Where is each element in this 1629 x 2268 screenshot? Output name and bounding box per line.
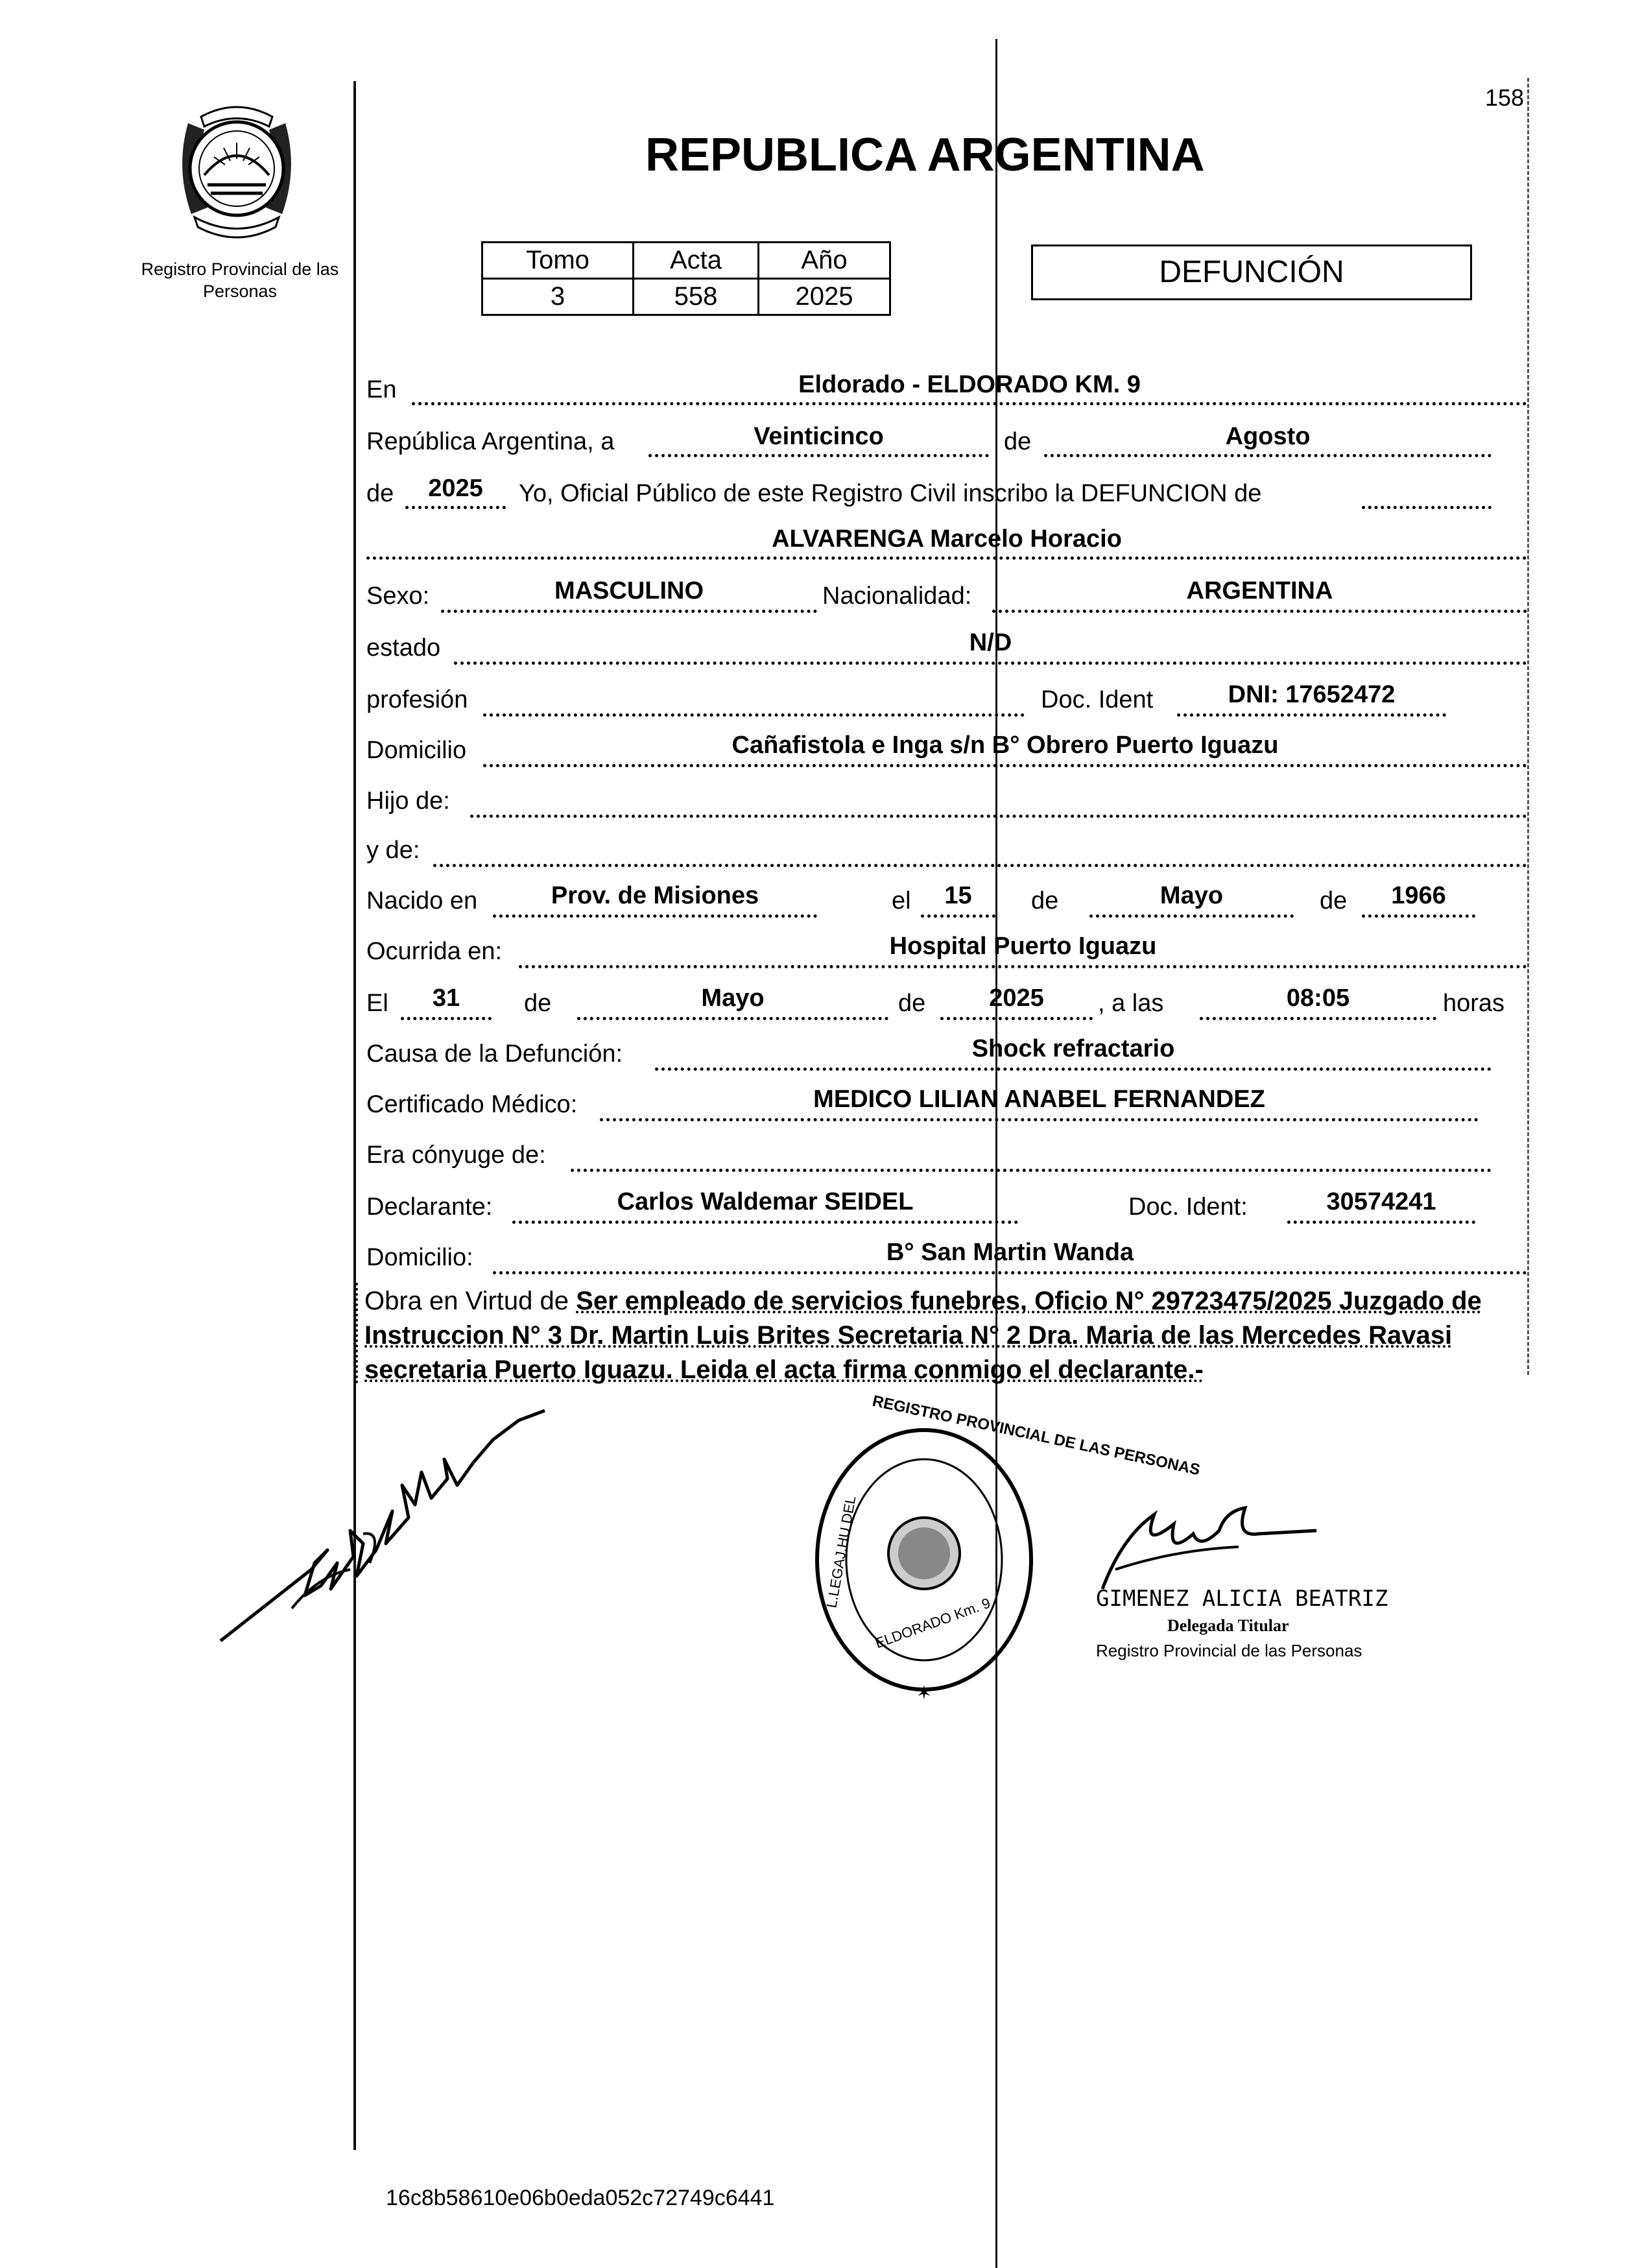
birth-month-value: Mayo: [1159, 882, 1224, 909]
label-sexo: Sexo:: [366, 582, 430, 610]
acta-value: 558: [634, 279, 759, 315]
province-seal: [162, 97, 311, 246]
nationality-value: ARGENTINA: [1186, 577, 1333, 604]
birth-day-value: 15: [944, 882, 972, 909]
label-doc-ident: Doc. Ident: [1041, 686, 1154, 713]
record-type-box: DEFUNCIÓN: [1031, 245, 1472, 300]
label-obra: Obra en Virtud de: [364, 1287, 569, 1315]
address-value: Cañafistola e Inga s/n B° Obrero Puerto Iguazu: [731, 732, 1279, 759]
tomo-header: Tomo: [482, 243, 634, 279]
place-value: Eldorado - ELDORADO KM. 9: [798, 371, 1141, 398]
label-de-3: de: [1031, 887, 1059, 914]
label-profesion: profesión: [366, 686, 468, 713]
label-conyuge: Era cónyuge de:: [366, 1141, 546, 1169]
label-yo: Yo, Oficial Público de este Registro Civil inscribo la DEFUNCION de: [519, 480, 1262, 507]
right-margin-rule: [1527, 78, 1529, 1375]
official-registry: Registro Provincial de las Personas: [1096, 1641, 1362, 1660]
record-index-table: [481, 241, 891, 316]
civil-status-value: N/D: [969, 629, 1012, 656]
label-hijo-de: Hijo de:: [366, 787, 450, 815]
death-time-value: 08:05: [1286, 985, 1350, 1012]
label-el: el: [892, 887, 911, 914]
stamp-inner-text: ELDORADO Km. 9: [873, 1594, 993, 1652]
anio-value: 2025: [759, 279, 890, 315]
label-el-cap: El: [366, 990, 388, 1017]
official-stamp: [807, 1392, 1202, 1712]
page-number: 158: [1485, 84, 1525, 111]
label-estado: estado: [366, 634, 441, 662]
label-nacionalidad: Nacionalidad:: [822, 582, 972, 610]
birth-year-value: 1966: [1391, 882, 1446, 909]
declarant-doc-value: 30574241: [1326, 1188, 1436, 1215]
label-causa: Causa de la Defunción:: [366, 1040, 623, 1068]
label-de-5: de: [524, 990, 552, 1017]
tomo-value: 3: [482, 279, 634, 315]
label-en: En: [366, 376, 397, 403]
label-ocurrida-en: Ocurrida en:: [366, 938, 503, 965]
stamp-left-text: L.LEGAJ.HU DEL: [823, 1494, 859, 1610]
death-year-value: 2025: [989, 985, 1044, 1012]
declarant-signature: [214, 1401, 551, 1647]
deceased-name-value: ALVARENGA Marcelo Horacio: [772, 525, 1122, 553]
day-words-value: Veinticinco: [754, 423, 884, 450]
official-signature: [1096, 1498, 1329, 1595]
label-de-2: de: [366, 480, 394, 507]
birth-place-value: Prov. de Misiones: [551, 882, 759, 909]
label-domicilio-2: Domicilio:: [366, 1244, 473, 1271]
acta-header: Acta: [634, 243, 759, 279]
registry-name: Registro Provincial de las Personas: [141, 259, 339, 301]
label-de-1: de: [1004, 428, 1032, 455]
doc-ident-value: DNI: 17652472: [1228, 681, 1396, 708]
label-domicilio: Domicilio: [366, 737, 467, 764]
label-horas: horas: [1443, 990, 1505, 1017]
page-title: REPUBLICA ARGENTINA: [645, 129, 1205, 181]
declarant-value: Carlos Waldemar SEIDEL: [617, 1188, 914, 1215]
paragraph-margin-mark: [355, 1283, 361, 1383]
label-doc-ident-2: Doc. Ident:: [1128, 1193, 1248, 1221]
anio-header: Año: [759, 243, 890, 279]
svg-text:✶: ✶: [916, 1682, 933, 1704]
label-de-4: de: [1320, 887, 1348, 914]
legal-basis-paragraph: [364, 1284, 1525, 1387]
declarant-address-value: B° San Martin Wanda: [886, 1239, 1134, 1266]
death-day-value: 31: [432, 985, 460, 1012]
label-y-de: y de:: [366, 837, 420, 864]
left-margin-rule: [353, 81, 356, 2150]
legal-basis-value: Ser empleado de servicios funebres, Oficio N° 29723475/2025 Juzgado de Instruccion N° 3 Dr. Martin Luis Brites Secretaria N° 2 Dra. Maria de las Mercedes Ravasi secretaria Puerto Iguazu. Leida el acta firma conmigo el declarante.-: [364, 1287, 1482, 1384]
label-republica: República Argentina, a: [366, 428, 615, 455]
death-month-value: Mayo: [701, 985, 765, 1012]
occurred-in-value: Hospital Puerto Iguazu: [889, 933, 1157, 960]
label-certificado: Certificado Médico:: [366, 1091, 578, 1118]
official-title: Delegada Titular: [1167, 1616, 1289, 1635]
official-name: GIMENEZ ALICIA BEATRIZ: [1096, 1586, 1388, 1612]
label-a-las: , a las: [1098, 990, 1164, 1017]
sex-value: MASCULINO: [554, 577, 704, 604]
stamp-ring-text: REGISTRO PROVINCIAL DE LAS PERSONAS: [870, 1392, 1202, 1479]
cause-value: Shock refractario: [971, 1035, 1175, 1062]
label-nacido-en: Nacido en: [366, 887, 478, 914]
medical-certificate-value: MEDICO LILIAN ANABEL FERNANDEZ: [813, 1086, 1265, 1113]
month-value: Agosto: [1225, 423, 1311, 450]
label-de-6: de: [898, 990, 926, 1017]
year-value: 2025: [428, 475, 483, 502]
label-declarante: Declarante:: [366, 1193, 493, 1221]
footer-hash: 16c8b58610e06b0eda052c72749c6441: [386, 2186, 775, 2210]
